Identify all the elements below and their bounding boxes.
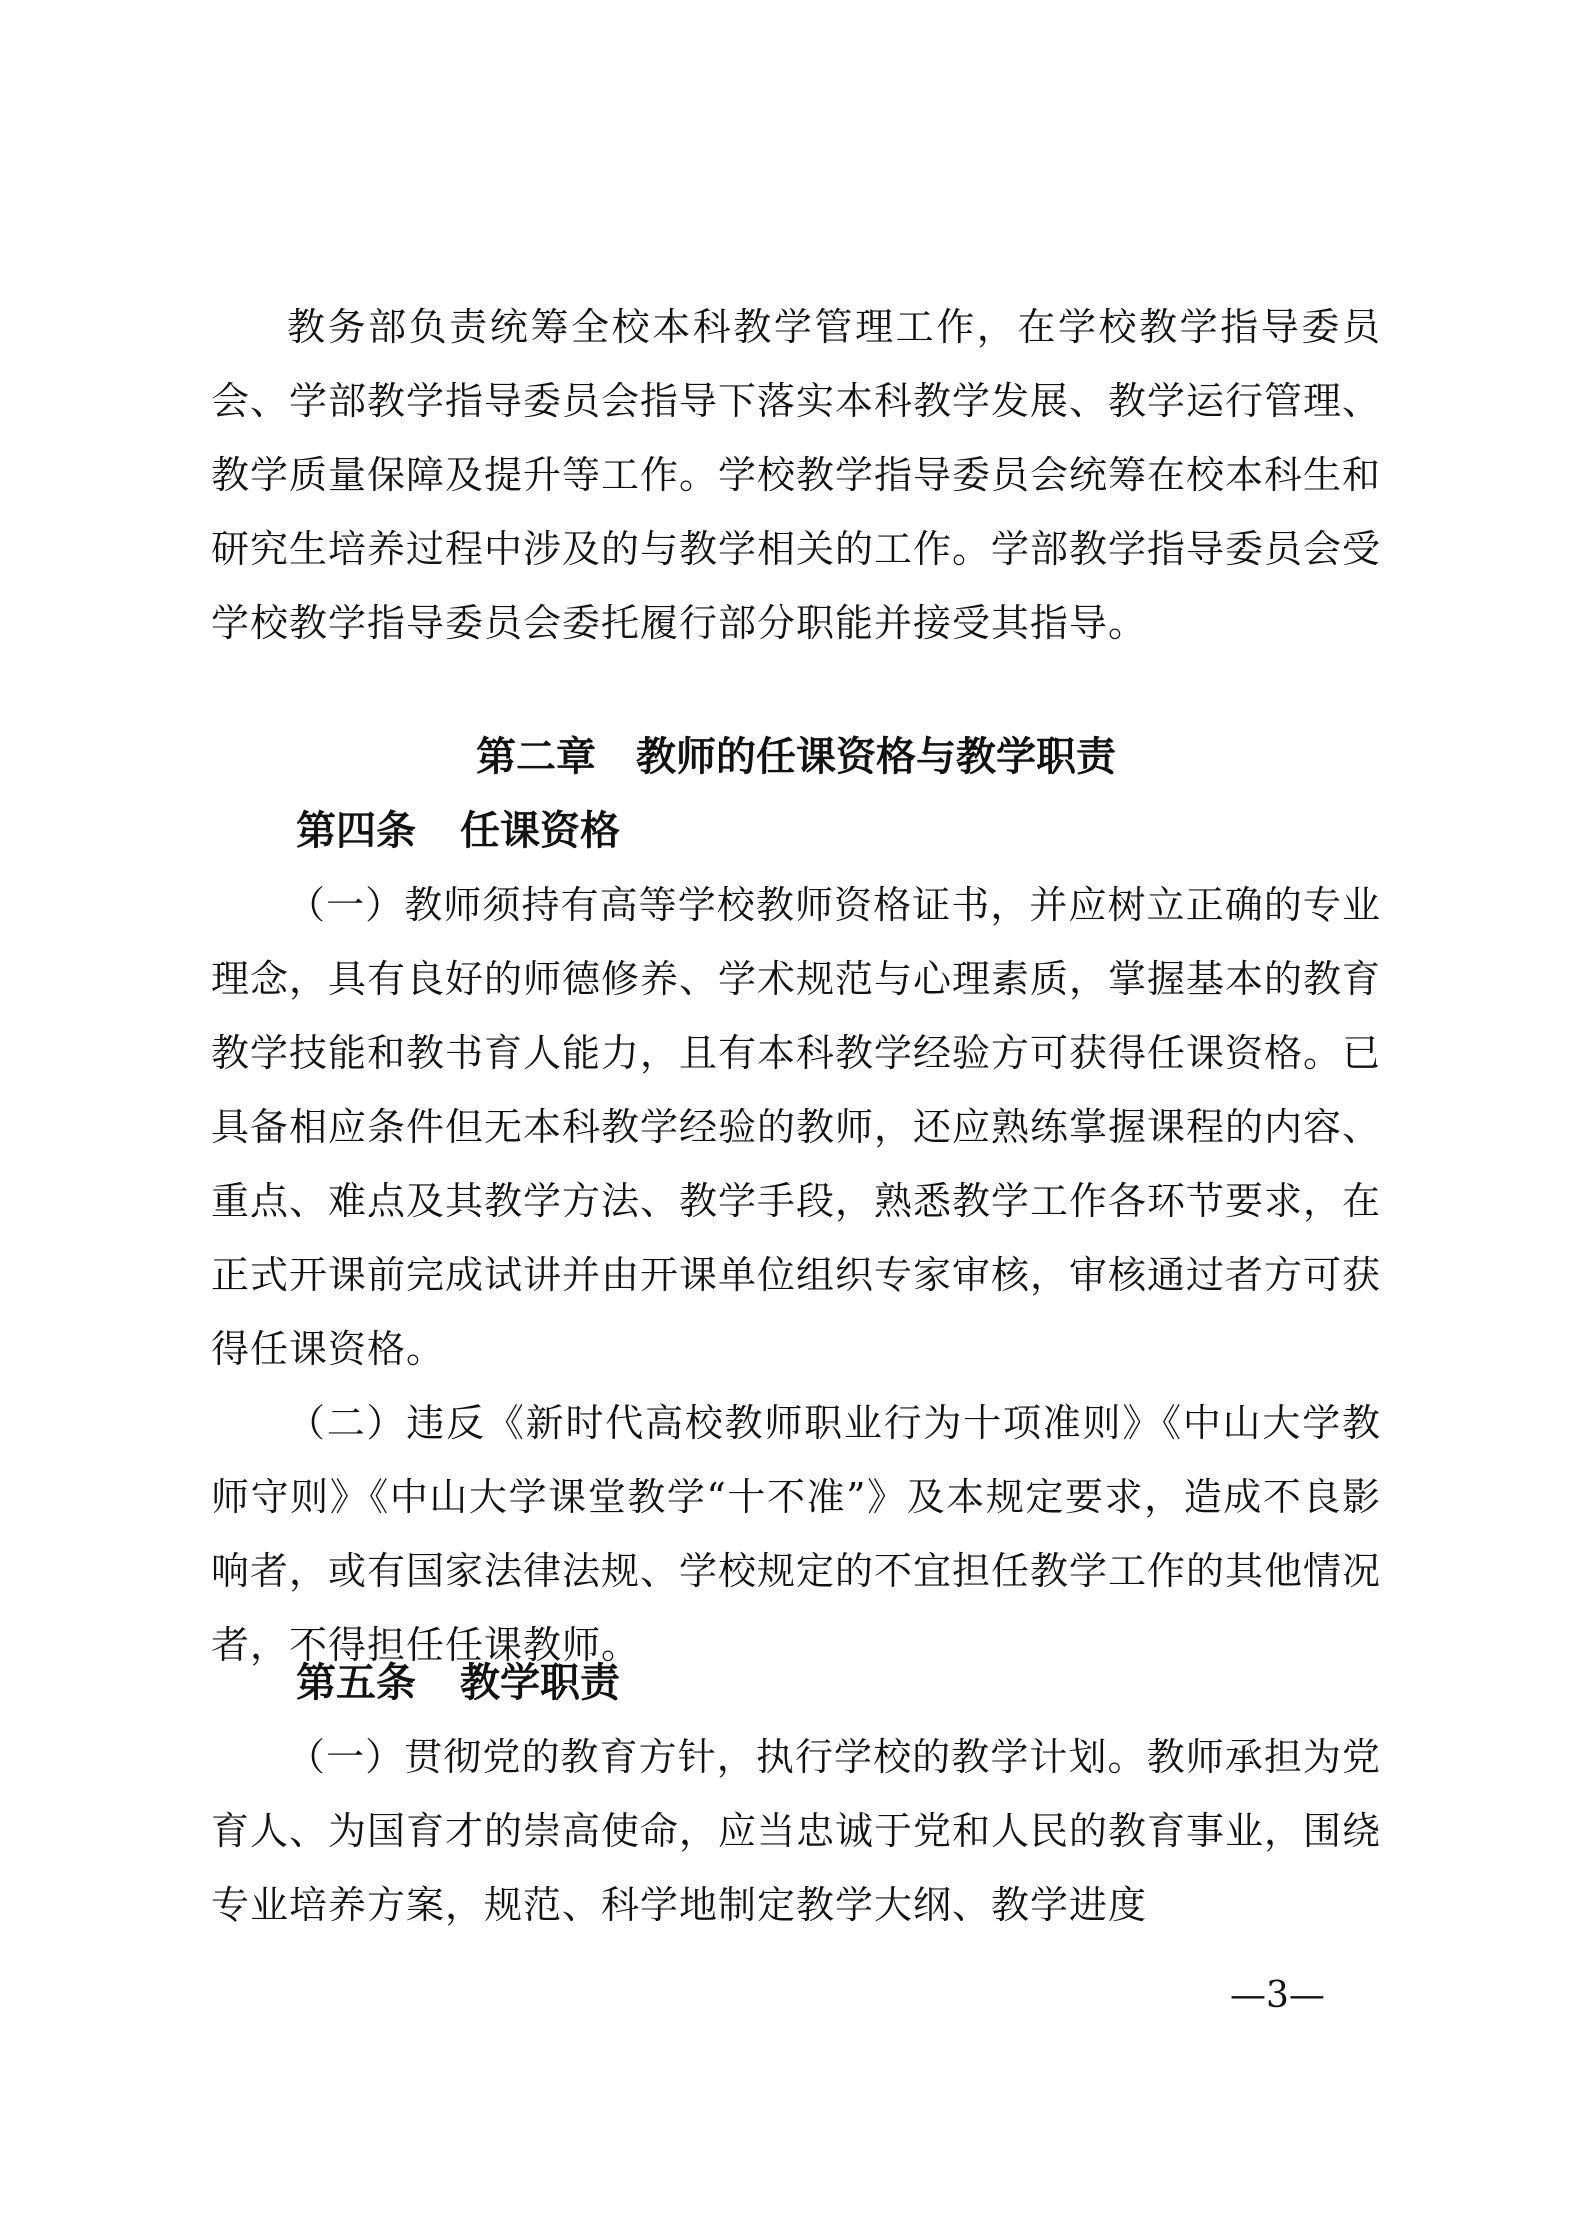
page-number: —3— — [1230, 1975, 1325, 2016]
intro-paragraph: 教务部负责统筹全校本科教学管理工作，在学校教学指导委员会、学部教学指导委员会指导下落实本科教学发展、教学运行管理、教学质量保障及提升等工作。学校教学指导委员会统筹在校本科生和研究生培养过程中涉及的与教学相关的工作。学部教学指导委员会受学校教学指导委员会委托履行部分职能并接受其指导。 — [211, 305, 1382, 645]
article-5-body — [211, 1720, 1381, 1942]
article-4-title: 任课资格 — [460, 808, 620, 854]
article-4-number: 第四条 — [296, 808, 416, 854]
article-5-number: 第五条 — [296, 1660, 416, 1706]
article-5-title: 教学职责 — [460, 1660, 620, 1706]
article-4-body — [211, 868, 1381, 1682]
article-4-item-1: （一）教师须持有高等学校教师资格证书，并应树立正确的专业理念，具有良好的师德修养、学术规范与心理素质，掌握基本的教育教学技能和教书育人能力，且有本科教学经验方可获得任课资格。已具备相应条件但无本科教学经验的教师，还应熟练掌握课程的内容、重点、难点及其教学方法、教学手段，熟悉教学工作各环节要求，在正式开课前完成试讲并由开课单位组织专家审核，审核通过者方可获得任课资格。 — [211, 883, 1382, 1371]
article-4-item-2: （二）违反《新时代高校教师职业行为十项准则》《中山大学教师守则》《中山大学课堂教学“十不准”》及本规定要求，造成不良影响者，或有国家法律法规、学校规定的不宜担任教学工作的其他情况者，不得担任任课教师。 — [211, 1401, 1382, 1667]
article-5-item-1: （一）贯彻党的教育方针，执行学校的教学计划。教师承担为党育人、为国育才的崇高使命，应当忠诚于党和人民的教育事业，围绕专业培养方案，规范、科学地制定教学大纲、教学进度 — [211, 1735, 1382, 1927]
intro-paragraph-block — [211, 290, 1381, 660]
chapter-title: 第二章 教师的任课资格与教学职责 — [476, 734, 1116, 780]
article-5-heading — [296, 1646, 620, 1720]
article-4-heading — [296, 794, 620, 868]
